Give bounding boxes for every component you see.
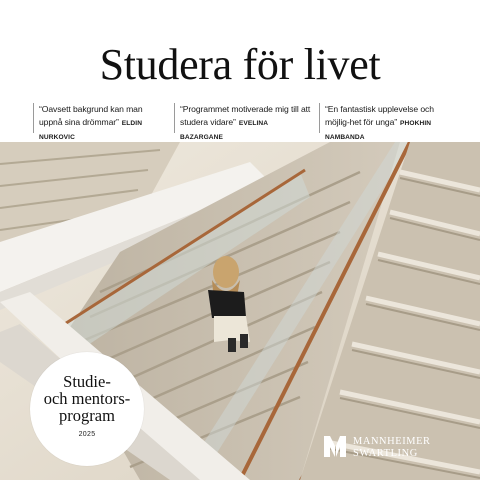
- headline: Studera för livet: [99, 40, 381, 89]
- quote-2-author: EVELINA BAZARGANE: [180, 119, 268, 141]
- quote-2: [174, 103, 312, 141]
- quote-1-author: ELDIN NURKOVIC: [39, 119, 143, 141]
- badge-year: 2025: [78, 431, 96, 438]
- badge-line-1: Studie-: [63, 372, 111, 391]
- quote-2-text: “Programmet motiverade mig till att studera vidare”: [180, 104, 311, 127]
- logo-line-2: SWARTLING: [353, 447, 418, 459]
- badge-line-2: och mentors-: [43, 389, 131, 408]
- quote-3-author: PHOKHIN NAMBANDA: [325, 119, 432, 141]
- logo-wordmark: [353, 436, 431, 459]
- logo-line-1: MANNHEIMER: [353, 436, 431, 447]
- quote-1-text: “Oavsett bakgrund kan man uppnå sina drömmar”: [39, 104, 143, 127]
- mannheimer-swartling-logo: [323, 434, 455, 460]
- mannheimer-swartling-logo-mark-icon: [323, 434, 347, 458]
- program-badge: [30, 352, 144, 466]
- quote-1: [33, 103, 167, 141]
- quote-3-text: “En fantastisk upplevelse och möjlig-het för unga”: [325, 104, 434, 127]
- quote-3: [319, 103, 459, 141]
- badge-line-3: program: [59, 406, 115, 425]
- quotes-row: [33, 103, 453, 141]
